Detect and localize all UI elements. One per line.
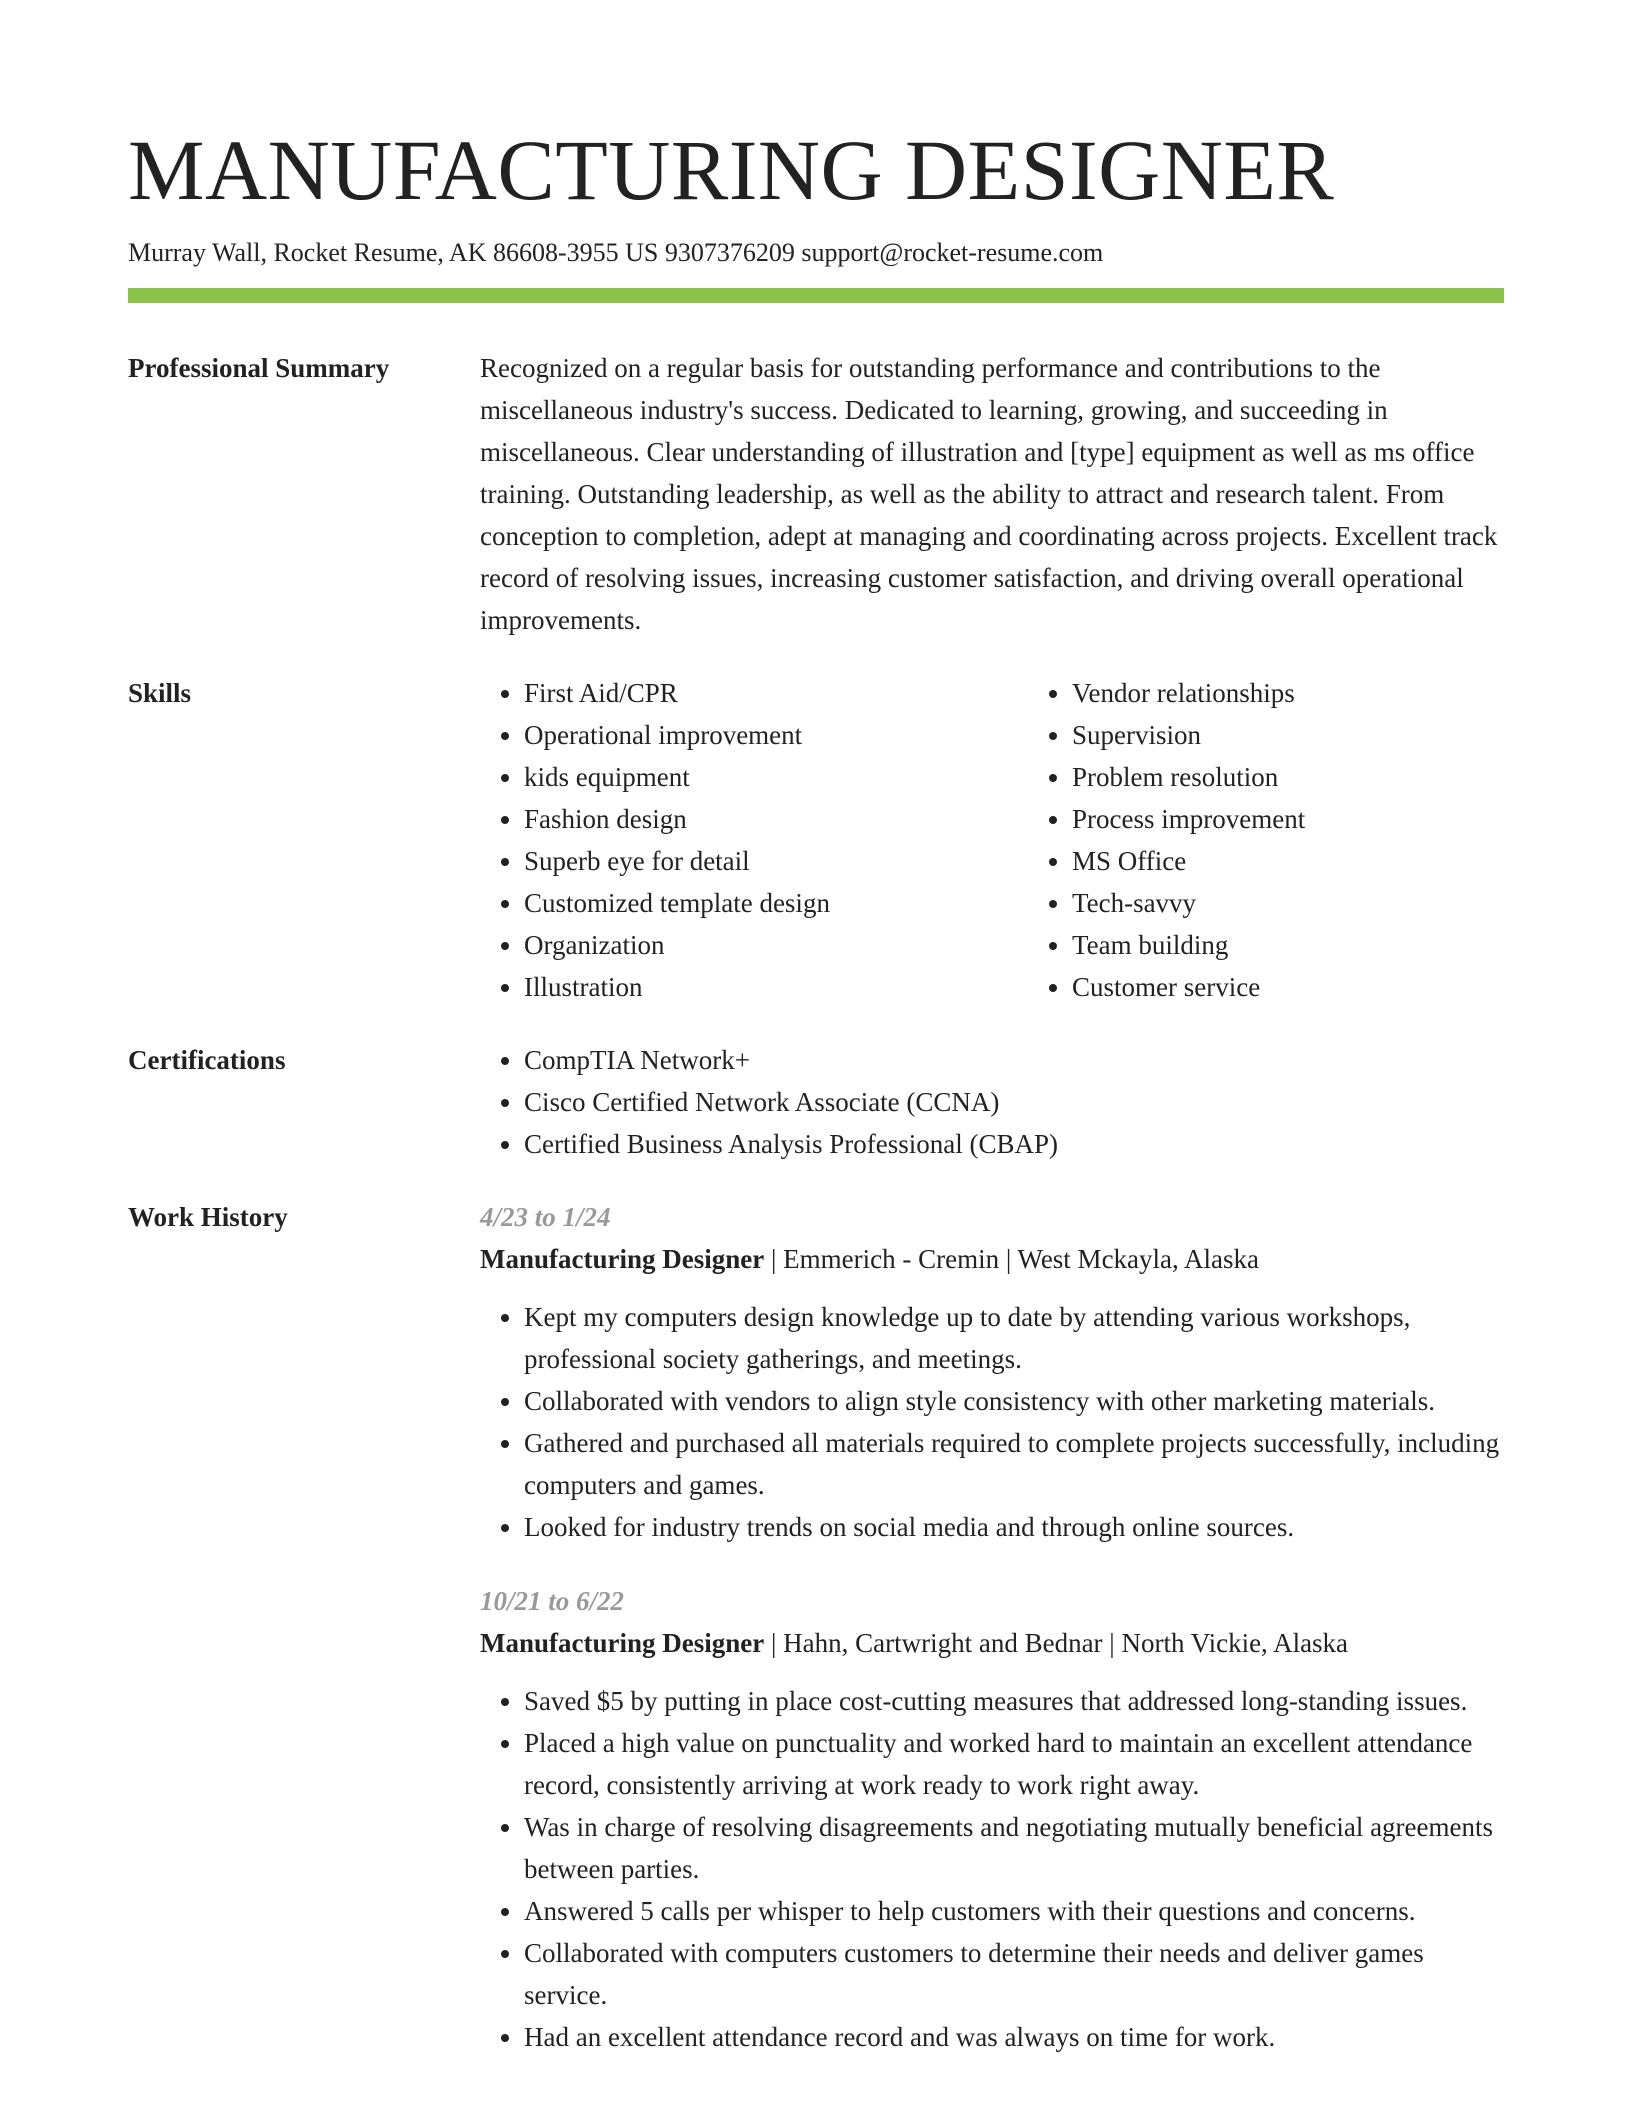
job-bullet: • Answered 5 calls per whisper to help customers with their questions and concerns. [524, 1890, 1504, 1932]
job-bullets [480, 1680, 1504, 2058]
summary-text: Recognized on a regular basis for outstanding performance and contributions to the miscellaneous industry's success. Dedicated to learning, growing, and succeeding in miscellaneous. Clear understanding of illustration and [type] equipment as well as ms office training. Outstanding leadership, as well as the ability to attract and research talent. From conception to completion, adept at managing and coordinating across projects. Excellent track record of resolving issues, increasing customer satisfaction, and driving overall operational improvements. [480, 353, 1498, 635]
accent-divider [128, 288, 1504, 303]
job-title: Manufacturing Designer [480, 1628, 765, 1658]
skill-item: • Operational improvement [524, 714, 1028, 756]
skill-item: • MS Office [1072, 840, 1504, 882]
skill-item: • Tech-savvy [1072, 882, 1504, 924]
summary-heading: Professional Summary [128, 353, 390, 383]
skill-item: • Problem resolution [1072, 756, 1504, 798]
skill-item: • Illustration [524, 966, 1028, 1008]
certification-item: • Certified Business Analysis Professional (CBAP) [524, 1123, 1504, 1165]
resume-page [128, 122, 1504, 2058]
skills-heading: Skills [128, 678, 192, 708]
job-bullet: • Collaborated with computers customers to determine their needs and deliver games service. [524, 1932, 1504, 2016]
job-bullets [480, 1296, 1504, 1548]
skill-item: • Superb eye for detail [524, 840, 1028, 882]
job-dates: 4/23 to 1/24 [480, 1202, 611, 1232]
job-bullet: • Placed a high value on punctuality and worked hard to maintain an excellent attendance record, consistently arriving at work ready to work right away. [524, 1722, 1504, 1806]
skill-item: • Fashion design [524, 798, 1028, 840]
skill-item: • Customer service [1072, 966, 1504, 1008]
job-bullet: • Kept my computers design knowledge up to date by attending various workshops, professional society gatherings, and meetings. [524, 1296, 1504, 1380]
job-entry [480, 1196, 1504, 1548]
skill-item: • Organization [524, 924, 1028, 966]
job-bullet: • Saved $5 by putting in place cost-cutting measures that addressed long-standing issues. [524, 1680, 1504, 1722]
resume-title: MANUFACTURING DESIGNER [128, 122, 1335, 218]
skill-item: • First Aid/CPR [524, 672, 1028, 714]
certification-item: • CompTIA Network+ [524, 1039, 1504, 1081]
certification-item: • Cisco Certified Network Associate (CCNA) [524, 1081, 1504, 1123]
job-details: | Hahn, Cartwright and Bednar | North Vickie, Alaska [764, 1628, 1349, 1658]
skills-section [128, 672, 1504, 1008]
work-history-section [128, 1196, 1504, 2058]
contact-line: Murray Wall, Rocket Resume, AK 86608-3955 US 9307376209 support@rocket-resume.com [128, 238, 1104, 267]
job-entry [480, 1580, 1504, 2058]
skill-item: • kids equipment [524, 756, 1028, 798]
skill-item: • Vendor relationships [1072, 672, 1504, 714]
skill-item: • Team building [1072, 924, 1504, 966]
job-header [480, 1238, 1504, 1280]
skills-list-right [1028, 672, 1504, 1008]
job-bullet: • Had an excellent attendance record and was always on time for work. [524, 2016, 1504, 2058]
job-bullet: • Was in charge of resolving disagreements and negotiating mutually beneficial agreements between parties. [524, 1806, 1504, 1890]
job-bullet: • Gathered and purchased all materials required to complete projects successfully, including computers and games. [524, 1422, 1504, 1506]
work-history-heading: Work History [128, 1202, 288, 1232]
skills-list-left [480, 672, 1028, 1008]
certifications-section [128, 1039, 1504, 1165]
summary-section [128, 347, 1504, 641]
job-header [480, 1622, 1504, 1664]
skill-item: • Supervision [1072, 714, 1504, 756]
skill-item: • Customized template design [524, 882, 1028, 924]
job-bullet: • Looked for industry trends on social media and through online sources. [524, 1506, 1504, 1548]
certifications-list [480, 1039, 1504, 1165]
job-details: | Emmerich - Cremin | West Mckayla, Alaska [764, 1244, 1260, 1274]
job-title: Manufacturing Designer [480, 1244, 765, 1274]
job-dates: 10/21 to 6/22 [480, 1586, 625, 1616]
skill-item: • Process improvement [1072, 798, 1504, 840]
job-bullet: • Collaborated with vendors to align style consistency with other marketing materials. [524, 1380, 1504, 1422]
certifications-heading: Certifications [128, 1045, 286, 1075]
